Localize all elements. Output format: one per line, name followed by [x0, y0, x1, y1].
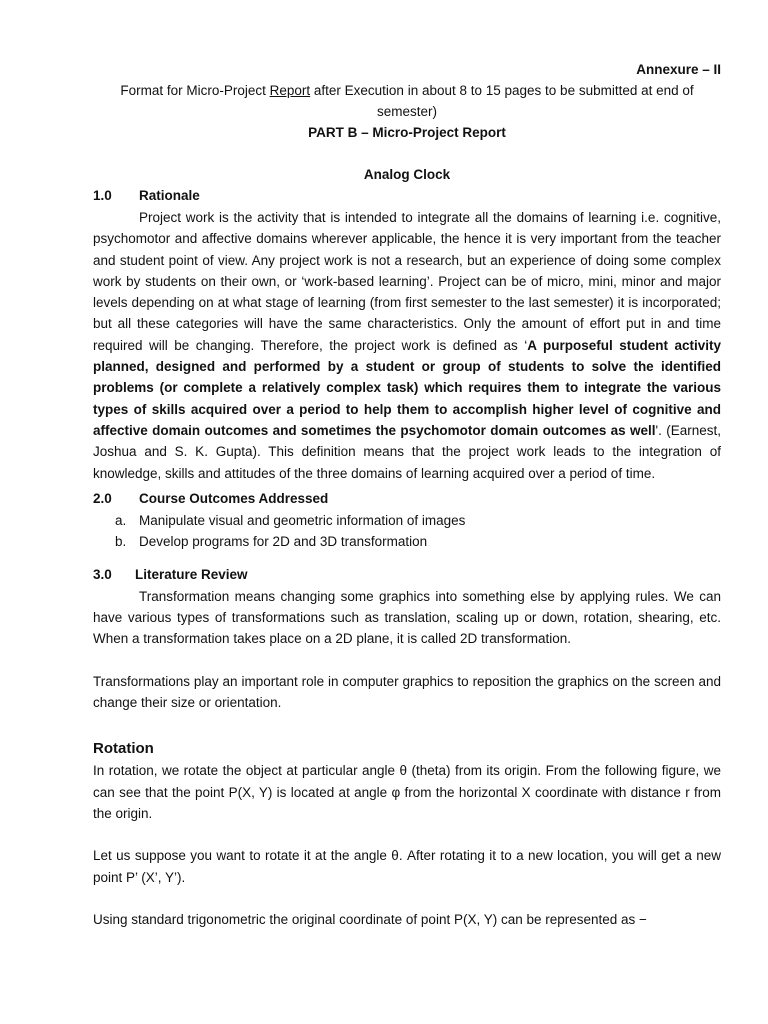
section-title: Literature Review	[135, 566, 248, 582]
rotation-paragraph-2: Let us suppose you want to rotate it at the angle θ. After rotating it to a new location, you will get a new point P’ (X’, Y’).	[93, 848, 721, 885]
part-b-heading: PART B – Micro-Project Report	[308, 125, 506, 140]
format-note-post: after Execution in about 8 to 15 pages to be submitted at end of semester)	[310, 83, 694, 119]
section-literature-heading	[93, 564, 721, 586]
section-number: 3.0	[93, 566, 112, 582]
section-number: 2.0	[93, 490, 112, 506]
literature-paragraph-2: Transformations play an important role in computer graphics to reposition the graphics on the screen and change their size or orientation.	[93, 673, 721, 711]
annexure-label: Annexure – II	[636, 62, 721, 77]
section-title: Course Outcomes Addressed	[139, 490, 329, 506]
format-note	[93, 80, 721, 122]
rationale-paragraph	[93, 207, 721, 484]
list-item	[93, 531, 721, 553]
section-rationale-heading	[93, 185, 721, 207]
spacer	[93, 824, 721, 845]
rotation-paragraph-3: Using standard trigonometric the original coordinate of point P(X, Y) can be represented as −	[93, 911, 647, 927]
format-note-pre: Format for Micro-Project	[120, 83, 270, 98]
document-title: Analog Clock	[363, 167, 451, 182]
rotation-paragraph-1: In rotation, we rotate the object at particular angle θ (theta) from its origin. From the following figure, we can see that the point P(X, Y) is located at angle φ from the horizontal X coordinate with distance r from the origin.	[93, 763, 721, 821]
section-number: 1.0	[93, 188, 112, 203]
rotation-heading: Rotation	[93, 740, 154, 758]
literature-paragraph-1: Transformation means changing some graphics into something else by applying rules. We can have various types of transformations such as translation, scaling up or down, rotation, shearing, etc. When a transformation takes place on a 2D plane, it is called 2D transformation.	[93, 588, 721, 647]
section-outcomes-heading	[93, 488, 721, 510]
report-link[interactable]: Report	[269, 83, 311, 98]
outcomes-list	[93, 510, 721, 553]
list-text: Manipulate visual and geometric information of images	[139, 512, 466, 528]
list-text: Develop programs for 2D and 3D transformation	[139, 534, 428, 550]
rationale-text-2: '. (Earnest, Joshua and S. K. Gupta). This definition means that the project work leads to the integration of knowledge, skills and attitudes of the three domains of learning acquired over a period of time.	[93, 422, 721, 481]
rationale-definition: A purposeful student activity planned, designed and performed by a student or group of students to solve the identified problems (or complete a relatively complex task) which requires them to integrate the various types of skills acquired over a period to help them to accomplish higher level of cognitive and affective domain outcomes and sometimes the psychomotor domain outcomes as well	[93, 337, 721, 438]
spacer	[93, 888, 721, 909]
list-marker: b.	[115, 534, 127, 550]
list-marker: a.	[115, 512, 127, 528]
list-item	[93, 510, 721, 532]
spacer	[93, 650, 721, 671]
rationale-text-1: Project work is the activity that is intended to integrate all the domains of learning i.e. cognitive, psychomotor and affective domains wherever applicable, the hence it is very important from the teacher and student point of view. Any project work is not a research, but an experience of doing some complex work by students on their own, or ‘work-based learning’. Project can be of micro, mini, minor and major levels depending on at what stage of learning (from first semester to the last semester) it is incorporated; but all these categories will have the same characteristics. Only the amount of effort put in and time required will be changing. Therefore, the project work is defined as ‘	[93, 210, 721, 353]
section-title: Rationale	[139, 188, 200, 203]
